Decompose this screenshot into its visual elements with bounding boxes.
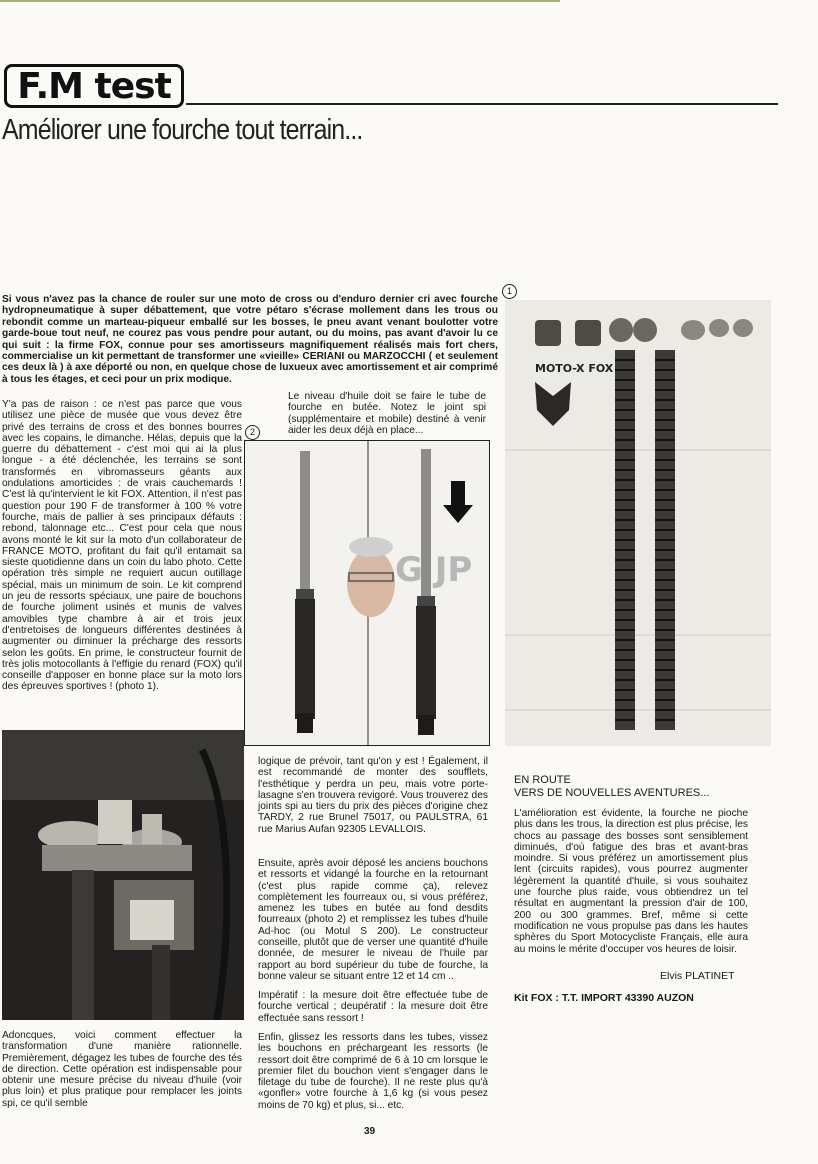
column2-paragraph2: Ensuite, après avoir déposé les anciens bouchons et ressorts et vidangé la fourche en la retournant (c'est plus rapide comme ça), relevez complètement les fourreaux ou, si vous préférez, amenez les tubes en butée au fond desdits fourreaux (photo 2) et remplissez les tubes d'huile Ad-hoc (ou Motul S 200). Le constructeur conseille, plutôt que de verser une quantité d'huile donnée, de mesurer le niveau de l'huile par rapport au bord supérieur du tube de fourche, la bonne valeur se situant entre 12 et 14 cm .. [258, 858, 488, 982]
photo1-number: 1 [502, 284, 517, 299]
intro-paragraph: Si vous n'avez pas la chance de rouler sur une moto de cross ou d'enduro dernier cri avec fourche hydropneumatique à super débattement, que votre pétaro s'écrase mollement dans les trous ou rebondit comme un marteau-piqueur emballé sur les bosses, le pneu avant venant boulotter votre garde-boue tout neuf, ne courez pas vous pendre pour autant, ou du moins, pas avant d'avoir lu ce qui suit : la firme FOX, connue pour ses amortisseurs magnifiquement réalisés mais fort chers, commercialise un kit permettant de transformer une «vieille» CERIANI ou MARZOCCHI ( et seulement ces deux là ) à axe déporté ou non, en quelque chose de luxueux avec amortissement et air comprimé à tous les étages, et ceci pour un prix modique. [2, 294, 498, 385]
photo-fork-on-bike [2, 730, 244, 1020]
section-heading [514, 774, 754, 800]
kit-supplier: Kit FOX : T.T. IMPORT 43390 AUZON [514, 992, 694, 1004]
fm-test-logo: F.M test [4, 64, 184, 108]
column1-top-text: Y'a pas de raison : ce n'est pas parce que vous utilisez une pièce de musée que vous devez être privé des terrains de cross et des bonnes bourres avec les copains, le dimanche. Hélas, depuis que la guerre du débattement - c'est moi qui ai la plus longue - a été déclenchée, les terrains se sont transformés en vibromasseurs géants aux ondulations amorticides : de vrais cauchemards ! C'est là qu'intervient le kit FOX. Attention, il n'est pas question pour 190 F de transformer à 100 % votre fourche, mais de pallier à ses principaux défauts : rebond, talonnage etc... C'est pour cela que nous avons monté le kit sur la moto d'un collaborateur de FRANCE MOTO, profitant du fait qu'il entamait sa sieste quotidienne dans un coin du labo photo. Cette opération très simple ne requiert aucun outillage spécial, mais un minimum de soin. Le kit comprend un jeu de ressorts spéciaux, une paire de bouchons de fourche joliment usinés et munis de valves amovibles type chambre à air et trois jeux d'entretoises de longueurs différentes destinées à augmenter ou diminuer la précharge des ressorts selon les goûts. En prime, le constructeur fournit de très jolis motocollants à l'effigie du renard (FOX) qu'il conseille d'apposer en bonne place sur la moto lors des épreuves sportives ! (photo 1). [2, 399, 242, 693]
watermark-text: G JP [395, 550, 473, 590]
photo2-number: 2 [245, 425, 260, 440]
top-border-line [0, 0, 560, 2]
photo-fork-tubes-illustration [245, 441, 489, 745]
section-heading-line1: EN ROUTE [514, 774, 571, 786]
column1-bottom-text: Adoncques, voici comment effectuer la transformation d'une manière rationnelle. Premièrement, dégagez les tubes de fourche des tés de direction. Cette opération est indispensable pour obtenir une mesure précise du niveau d'huile (voir plus loin) et plus pratique pour remplacer les joints spi, ce qu'il semble [2, 1030, 242, 1109]
section-heading-line2: VERS DE NOUVELLES AVENTURES... [514, 787, 710, 799]
photo-fox-kit [505, 300, 771, 746]
photo2-caption: Le niveau d'huile doit se faire le tube de fourche en butée. Notez le joint spi (supplémentaire et mobile) destiné à venir aider les deux déjà en place... [288, 391, 486, 436]
column3-body: L'amélioration est évidente, la fourche ne pioche plus dans les trous, la direction est plus précise, les chocs au passage des bosses sont sensiblement diminués, d'où fatigue des bras et avant-bras moindre. Si vous préférez un amortissement plus lent (circuits rapides), vous pourrez augmenter légèrement la quantité d'huile, si vous souhaitez une fourche plus raide, vous obtiendrez un tel résultat en augmentant la pression d'air de 100, 200 ou 300 grammes. Bref, même si cette modification ne vous propulse pas dans les hautes sphères du Sport Motocycliste Français, elle aura au moins le mérite d'occuper vos heures de loisir. [514, 808, 748, 955]
decal-text: MOTO-X FOX [535, 362, 614, 375]
header-rule [186, 103, 778, 105]
column2-paragraph1: logique de prévoir, tant qu'on y est ! Également, il est recommandé de monter des soufflets, l'esthétique y perdra un peu, mais votre porte-lasagne s'en trouvera revigoré. Vous trouverez des joints spi au tiers du prix des pièces d'origine chez TARDY, 2 rue Brunel 75017, ou PAULSTRA, 61 rue Marius Aufan 92305 LEVALLOIS. [258, 756, 488, 835]
photo-fork-tubes [244, 440, 490, 746]
photo-fox-kit-illustration [505, 300, 771, 746]
article-title: Améliorer une fourche tout terrain... [2, 114, 363, 146]
page-number: 39 [364, 1126, 376, 1137]
column2-paragraph4: Enfin, glissez les ressorts dans les tubes, vissez les bouchons en préchargeant les ressorts (le ressort doit être comprimé de 6 à 10 cm lorsque le premier filet du bouchon vient s'engager dans le filetage du tube de fourche). Il ne reste plus qu'à «gonfler» votre fourche à 1,6 kg (si vous pesez moins de 70 kg) et plus, si... etc. [258, 1032, 488, 1111]
photo-fork-on-bike-illustration [2, 730, 244, 1020]
column2-paragraph3: Impératif : la mesure doit être effectuée tube de fourche vertical ; deupératif : la mesure doit être effectuée sans ressort ! [258, 990, 488, 1024]
author-signature: Elvis PLATINET [660, 970, 735, 982]
